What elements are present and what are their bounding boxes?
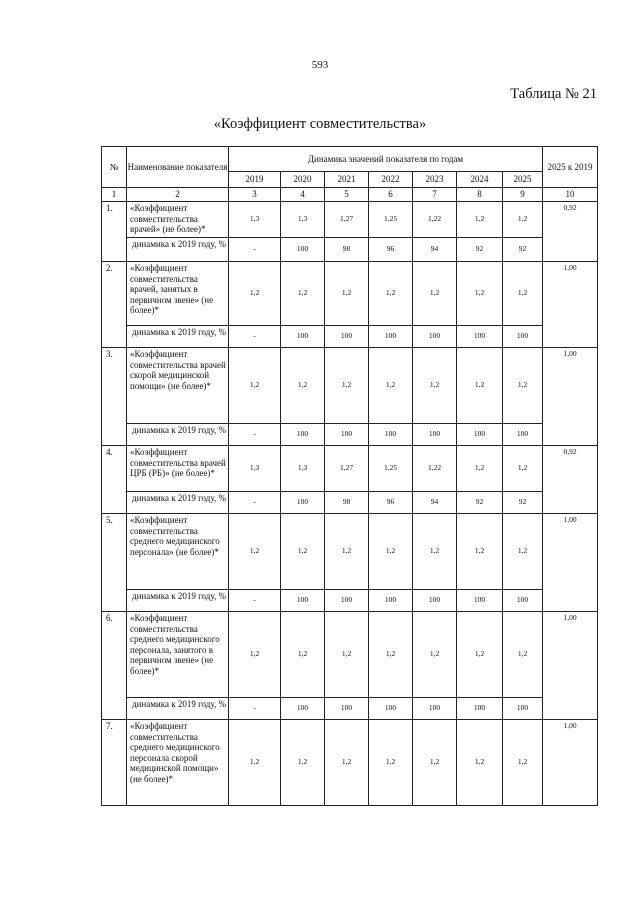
dynamics-value: 100 xyxy=(457,326,503,348)
row-number: 4. xyxy=(102,446,127,514)
dynamics-label: динамика к 2019 году, % xyxy=(127,698,229,720)
value-cell: 1,2 xyxy=(325,612,369,698)
dynamics-value: - xyxy=(229,326,281,348)
dynamics-value: 100 xyxy=(457,424,503,446)
dynamics-row xyxy=(102,698,598,720)
table-label: Таблица № 21 xyxy=(510,86,597,102)
value-cell: 1,2 xyxy=(229,348,281,424)
dynamics-value: 98 xyxy=(325,238,369,262)
value-cell: 1,25 xyxy=(369,446,413,492)
column-index: 2 xyxy=(127,188,229,202)
dynamics-value: 100 xyxy=(281,238,325,262)
indicator-name: «Коэффициент совместительства врачей, занятых в первичном звене» (не более)* xyxy=(127,262,229,326)
dynamics-value: 100 xyxy=(413,590,457,612)
value-cell: 1,25 xyxy=(369,202,413,238)
value-cell: 1,2 xyxy=(457,202,503,238)
value-cell: 1,2 xyxy=(369,612,413,698)
dynamics-value: 100 xyxy=(457,590,503,612)
header-dynamics: Динамика значений показателя по годам xyxy=(229,147,543,172)
value-cell: 1,2 xyxy=(457,612,503,698)
value-cell: 1,3 xyxy=(229,202,281,238)
value-cell: 1,2 xyxy=(457,348,503,424)
dynamics-value: 100 xyxy=(281,492,325,514)
column-index: 10 xyxy=(543,188,598,202)
value-cell: 1,2 xyxy=(503,514,543,590)
dynamics-label: динамика к 2019 году, % xyxy=(127,492,229,514)
ratio-2025-2019: 0,92 xyxy=(543,202,598,262)
row-number: 6. xyxy=(102,612,127,720)
year-header: 2021 xyxy=(325,172,369,188)
dynamics-label: динамика к 2019 году, % xyxy=(127,590,229,612)
value-cell: 1,2 xyxy=(281,612,325,698)
value-cell: 1,2 xyxy=(503,446,543,492)
value-cell: 1,27 xyxy=(325,202,369,238)
row-number: 1. xyxy=(102,202,127,262)
indicator-name: «Коэффициент совместительства среднего медицинского персонала» (не более)* xyxy=(127,514,229,590)
value-cell: 1,2 xyxy=(281,514,325,590)
table-row xyxy=(102,202,598,238)
value-cell: 1,2 xyxy=(503,720,543,806)
value-cell: 1,3 xyxy=(281,202,325,238)
dynamics-label: динамика к 2019 году, % xyxy=(127,424,229,446)
ratio-2025-2019: 1,00 xyxy=(543,514,598,612)
value-cell: 1,2 xyxy=(413,612,457,698)
value-cell: 1,2 xyxy=(413,720,457,806)
table-row xyxy=(102,720,598,806)
value-cell: 1,2 xyxy=(503,262,543,326)
dynamics-value: 94 xyxy=(413,238,457,262)
dynamics-value: 100 xyxy=(281,590,325,612)
dynamics-value: 100 xyxy=(369,590,413,612)
column-index: 1 xyxy=(102,188,127,202)
ratio-2025-2019: 1,00 xyxy=(543,720,598,806)
value-cell: 1,2 xyxy=(325,262,369,326)
indicator-name: «Коэффициент совместительства врачей скорой медицинской помощи» (не более)* xyxy=(127,348,229,424)
value-cell: 1,2 xyxy=(457,720,503,806)
value-cell: 1,2 xyxy=(325,348,369,424)
ratio-2025-2019: 1,00 xyxy=(543,262,598,348)
table-row xyxy=(102,262,598,326)
value-cell: 1,22 xyxy=(413,202,457,238)
dynamics-value: - xyxy=(229,590,281,612)
value-cell: 1,2 xyxy=(369,514,413,590)
value-cell: 1,2 xyxy=(229,720,281,806)
value-cell: 1,3 xyxy=(229,446,281,492)
value-cell: 1,27 xyxy=(325,446,369,492)
value-cell: 1,2 xyxy=(281,720,325,806)
value-cell: 1,2 xyxy=(457,514,503,590)
column-index: 8 xyxy=(457,188,503,202)
table-row xyxy=(102,514,598,590)
dynamics-value: 100 xyxy=(325,590,369,612)
value-cell: 1,2 xyxy=(503,202,543,238)
ratio-2025-2019: 1,00 xyxy=(543,612,598,720)
dynamics-value: 98 xyxy=(325,492,369,514)
value-cell: 1,2 xyxy=(229,514,281,590)
header-name: Наименование показателя xyxy=(127,147,229,188)
dynamics-value: 100 xyxy=(457,698,503,720)
dynamics-value: - xyxy=(229,698,281,720)
value-cell: 1,2 xyxy=(281,262,325,326)
row-number: 7. xyxy=(102,720,127,806)
dynamics-value: - xyxy=(229,238,281,262)
ratio-2025-2019: 1,00 xyxy=(543,348,598,446)
column-index: 9 xyxy=(503,188,543,202)
table-row xyxy=(102,612,598,698)
dynamics-value: 100 xyxy=(413,424,457,446)
dynamics-value: - xyxy=(229,424,281,446)
value-cell: 1,2 xyxy=(281,348,325,424)
table-row xyxy=(102,446,598,492)
value-cell: 1,2 xyxy=(229,612,281,698)
dynamics-value: 100 xyxy=(369,326,413,348)
dynamics-value: 100 xyxy=(503,326,543,348)
table-title: «Коэффициент совместительства» xyxy=(213,116,427,132)
dynamics-value: - xyxy=(229,492,281,514)
dynamics-value: 100 xyxy=(413,698,457,720)
header-num: № xyxy=(102,147,127,188)
value-cell: 1,2 xyxy=(229,262,281,326)
dynamics-value: 92 xyxy=(457,492,503,514)
value-cell: 1,2 xyxy=(325,514,369,590)
dynamics-value: 100 xyxy=(503,590,543,612)
dynamics-value: 100 xyxy=(281,326,325,348)
dynamics-row xyxy=(102,326,598,348)
row-number: 2. xyxy=(102,262,127,348)
dynamics-value: 96 xyxy=(369,238,413,262)
dynamics-row xyxy=(102,590,598,612)
dynamics-value: 100 xyxy=(369,698,413,720)
dynamics-value: 100 xyxy=(325,424,369,446)
dynamics-value: 92 xyxy=(457,238,503,262)
ratio-2025-2019: 0,92 xyxy=(543,446,598,514)
column-index: 4 xyxy=(281,188,325,202)
value-cell: 1,2 xyxy=(457,446,503,492)
row-number: 5. xyxy=(102,514,127,612)
year-header: 2025 xyxy=(503,172,543,188)
dynamics-value: 92 xyxy=(503,492,543,514)
dynamics-value: 96 xyxy=(369,492,413,514)
dynamics-label: динамика к 2019 году, % xyxy=(127,238,229,262)
row-number: 3. xyxy=(102,348,127,446)
indicator-name: «Коэффициент совместительства среднего медицинского персонала скорой медицинской помощи» (не более)* xyxy=(127,720,229,806)
dynamics-value: 100 xyxy=(281,424,325,446)
dynamics-value: 100 xyxy=(325,698,369,720)
coefficient-table xyxy=(101,146,598,806)
dynamics-value: 100 xyxy=(369,424,413,446)
value-cell: 1,2 xyxy=(503,348,543,424)
value-cell: 1,2 xyxy=(503,612,543,698)
dynamics-row xyxy=(102,492,598,514)
dynamics-value: 100 xyxy=(503,698,543,720)
column-index: 3 xyxy=(229,188,281,202)
indicator-name: «Коэффициент совместительства врачей ЦРБ (РБ)» (не более)* xyxy=(127,446,229,492)
dynamics-row xyxy=(102,424,598,446)
dynamics-value: 100 xyxy=(503,424,543,446)
indicator-name: «Коэффициент совместительства врачей» (не более)* xyxy=(127,202,229,238)
value-cell: 1,2 xyxy=(369,262,413,326)
dynamics-value: 94 xyxy=(413,492,457,514)
dynamics-value: 100 xyxy=(413,326,457,348)
value-cell: 1,3 xyxy=(281,446,325,492)
value-cell: 1,22 xyxy=(413,446,457,492)
value-cell: 1,2 xyxy=(369,720,413,806)
column-index: 6 xyxy=(369,188,413,202)
value-cell: 1,2 xyxy=(413,514,457,590)
table-row xyxy=(102,348,598,424)
dynamics-label: динамика к 2019 году, % xyxy=(127,326,229,348)
year-header: 2023 xyxy=(413,172,457,188)
dynamics-value: 92 xyxy=(503,238,543,262)
value-cell: 1,2 xyxy=(369,348,413,424)
value-cell: 1,2 xyxy=(413,262,457,326)
year-header: 2024 xyxy=(457,172,503,188)
dynamics-value: 100 xyxy=(325,326,369,348)
year-header: 2022 xyxy=(369,172,413,188)
column-index: 7 xyxy=(413,188,457,202)
value-cell: 1,2 xyxy=(457,262,503,326)
year-header: 2019 xyxy=(229,172,281,188)
indicator-name: «Коэффициент совместительства среднего медицинского персонала, занятого в первичном звене» (не более)* xyxy=(127,612,229,698)
dynamics-row xyxy=(102,238,598,262)
value-cell: 1,2 xyxy=(325,720,369,806)
page-number: 593 xyxy=(311,59,329,71)
year-header: 2020 xyxy=(281,172,325,188)
dynamics-value: 100 xyxy=(281,698,325,720)
header-2025-vs-2019: 2025 к 2019 xyxy=(543,147,598,188)
column-index: 5 xyxy=(325,188,369,202)
value-cell: 1,2 xyxy=(413,348,457,424)
